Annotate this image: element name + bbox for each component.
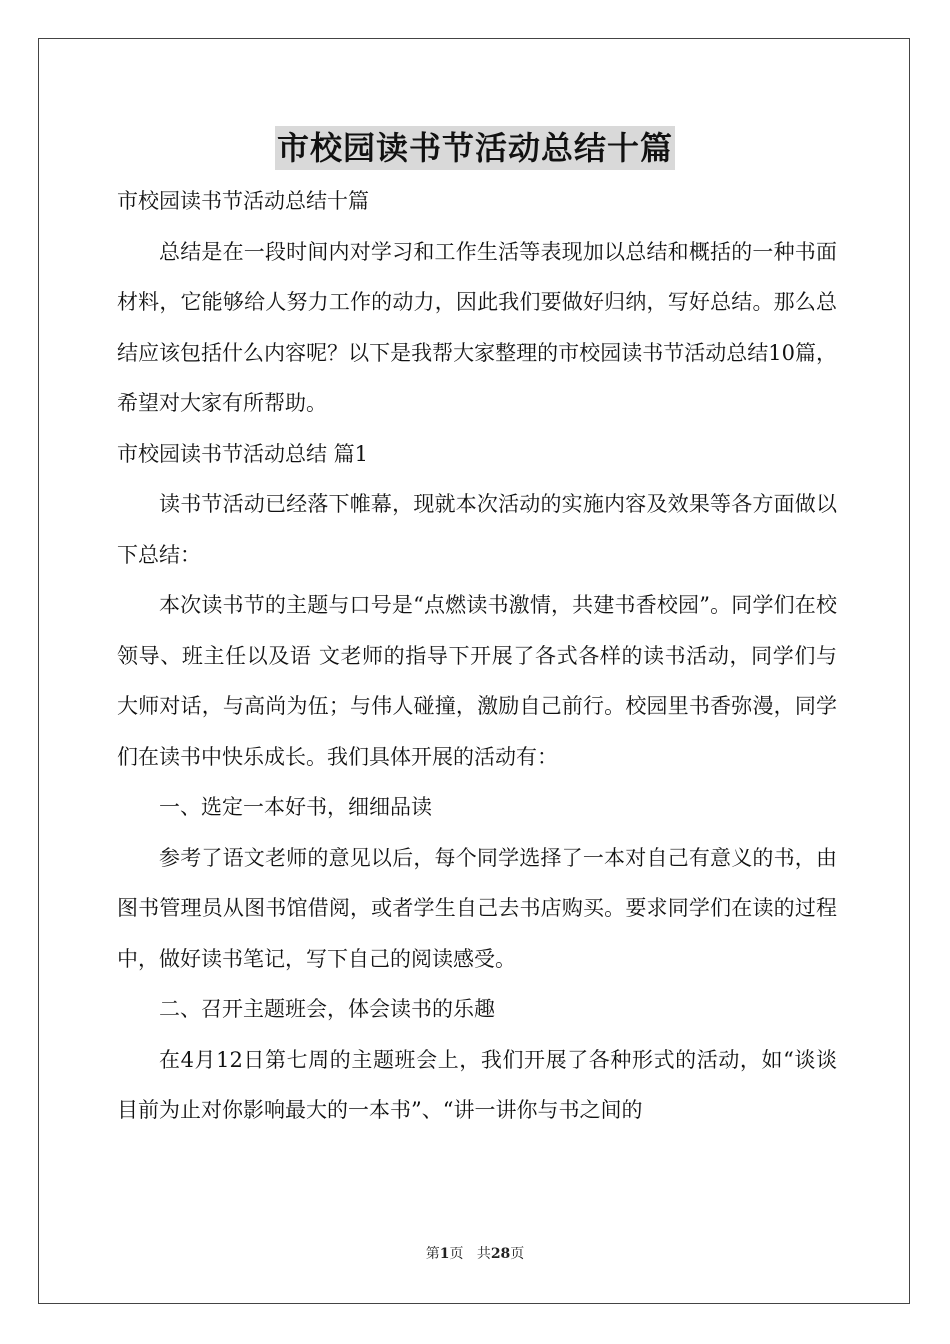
sub-heading: 一、选定一本好书，细细品读	[159, 795, 432, 819]
page-footer	[0, 1244, 950, 1264]
sub-heading: 二、召开主题班会，体会读书的乐趣	[159, 997, 495, 1021]
total-prefix: 共	[476, 1246, 491, 1262]
title-block	[0, 126, 950, 170]
paragraph: 在4月12日第七周的主题班会上，我们开展了各种形式的活动，如“谈谈目前为止对你影响最大的一本书”、“讲一讲你与书之间的	[117, 1047, 837, 1122]
total-page-count: 28	[490, 1246, 511, 1262]
document-body	[117, 176, 837, 1136]
paragraph: 读书节活动已经落下帷幕，现就本次活动的实施内容及效果等各方面做以下总结：	[117, 492, 837, 567]
section-heading: 市校园读书节活动总结 篇1	[117, 441, 369, 466]
document-title: 市校园读书节活动总结十篇	[275, 126, 675, 170]
paragraph: 本次读书节的主题与口号是“点燃读书激情，共建书香校园”。同学们在校领导、班主任以及语 文老师的指导下开展了各式各样的读书活动，同学们与大师对话，与高尚为伍；与伟人碰撞，激励自己前行。校园里书香弥漫，同学们在读书中快乐成长。我们具体开展的活动有：	[117, 593, 837, 769]
total-unit: 页	[510, 1246, 525, 1262]
current-page-number: 1	[439, 1246, 450, 1262]
paragraph: 市校园读书节活动总结十篇	[117, 189, 369, 213]
page-prefix: 第	[425, 1246, 440, 1262]
page-unit: 页	[449, 1246, 464, 1262]
paragraph: 总结是在一段时间内对学习和工作生活等表现加以总结和概括的一种书面材料，它能够给人努力工作的动力，因此我们要做好归纳，写好总结。那么总结应该包括什么内容呢？以下是我帮大家整理的市校园读书节活动总结10篇，希望对大家有所帮助。	[117, 239, 837, 415]
paragraph: 参考了语文老师的意见以后，每个同学选择了一本对自己有意义的书，由图书管理员从图书馆借阅，或者学生自己去书店购买。要求同学们在读的过程中，做好读书笔记，写下自己的阅读感受。	[117, 845, 837, 971]
